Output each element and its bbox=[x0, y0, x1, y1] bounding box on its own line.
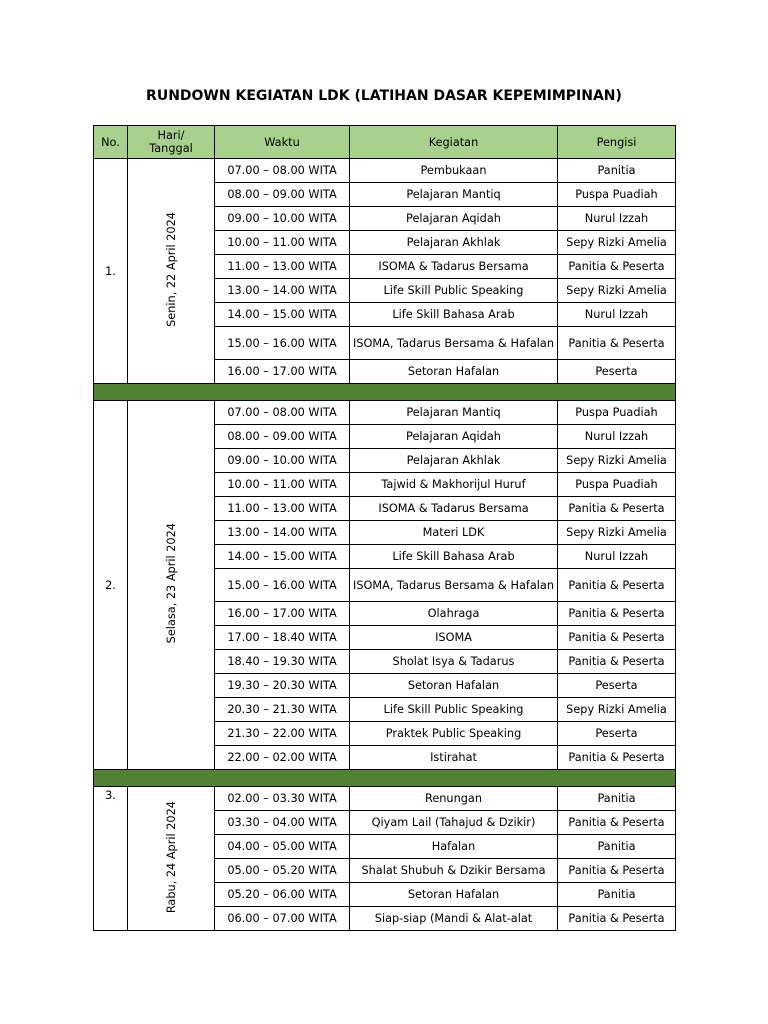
cell-waktu: 07.00 – 08.00 WITA bbox=[215, 159, 350, 183]
cell-pengisi: Peserta bbox=[558, 360, 676, 384]
cell-waktu: 09.00 – 10.00 WITA bbox=[215, 449, 350, 473]
cell-kegiatan: Life Skill Public Speaking bbox=[350, 279, 558, 303]
cell-waktu: 10.00 – 11.00 WITA bbox=[215, 231, 350, 255]
cell-kegiatan: Praktek Public Speaking bbox=[350, 722, 558, 746]
day-number: 3. bbox=[94, 787, 128, 931]
cell-kegiatan: Pelajaran Akhlak bbox=[350, 231, 558, 255]
day-date: Selasa, 23 April 2024 bbox=[164, 523, 178, 644]
cell-pengisi: Panitia & Peserta bbox=[558, 746, 676, 770]
cell-pengisi: Sepy Rizki Amelia bbox=[558, 279, 676, 303]
day-number: 1. bbox=[94, 159, 128, 384]
cell-pengisi: Nurul Izzah bbox=[558, 425, 676, 449]
cell-waktu: 05.00 – 05.20 WITA bbox=[215, 859, 350, 883]
table-row bbox=[94, 401, 676, 425]
cell-pengisi: Panitia & Peserta bbox=[558, 650, 676, 674]
cell-pengisi: Panitia bbox=[558, 159, 676, 183]
cell-kegiatan: Setoran Hafalan bbox=[350, 360, 558, 384]
cell-waktu: 15.00 – 16.00 WITA bbox=[215, 327, 350, 360]
rundown-table bbox=[93, 125, 676, 931]
cell-pengisi: Panitia & Peserta bbox=[558, 327, 676, 360]
cell-waktu: 13.00 – 14.00 WITA bbox=[215, 279, 350, 303]
cell-waktu: 21.30 – 22.00 WITA bbox=[215, 722, 350, 746]
cell-pengisi: Panitia & Peserta bbox=[558, 497, 676, 521]
table-body bbox=[94, 159, 676, 931]
header-pengisi: Pengisi bbox=[558, 126, 676, 159]
cell-kegiatan: Pelajaran Aqidah bbox=[350, 425, 558, 449]
cell-waktu: 18.40 – 19.30 WITA bbox=[215, 650, 350, 674]
cell-pengisi: Puspa Puadiah bbox=[558, 473, 676, 497]
cell-waktu: 02.00 – 03.30 WITA bbox=[215, 787, 350, 811]
cell-kegiatan: ISOMA bbox=[350, 626, 558, 650]
cell-kegiatan: Shalat Shubuh & Dzikir Bersama bbox=[350, 859, 558, 883]
table-row bbox=[94, 787, 676, 811]
day-date-cell bbox=[128, 787, 215, 931]
day-separator-row bbox=[94, 770, 676, 787]
table-row bbox=[94, 159, 676, 183]
cell-pengisi: Peserta bbox=[558, 674, 676, 698]
cell-kegiatan: Siap-siap (Mandi & Alat-alat bbox=[350, 907, 558, 931]
cell-waktu: 10.00 – 11.00 WITA bbox=[215, 473, 350, 497]
cell-waktu: 04.00 – 05.00 WITA bbox=[215, 835, 350, 859]
header-hari: Hari/ bbox=[157, 129, 185, 142]
cell-pengisi: Panitia & Peserta bbox=[558, 569, 676, 602]
cell-waktu: 16.00 – 17.00 WITA bbox=[215, 360, 350, 384]
cell-pengisi: Panitia bbox=[558, 787, 676, 811]
header-no: No. bbox=[94, 126, 128, 159]
day-date: Rabu, 24 April 2024 bbox=[164, 800, 178, 914]
table-header-row bbox=[94, 126, 676, 159]
day-date-cell bbox=[128, 159, 215, 384]
cell-pengisi: Sepy Rizki Amelia bbox=[558, 231, 676, 255]
header-tanggal: Tanggal bbox=[149, 142, 193, 155]
cell-waktu: 14.00 – 15.00 WITA bbox=[215, 545, 350, 569]
header-kegiatan: Kegiatan bbox=[350, 126, 558, 159]
day-separator-row bbox=[94, 384, 676, 401]
cell-waktu: 09.00 – 10.00 WITA bbox=[215, 207, 350, 231]
cell-kegiatan: ISOMA, Tadarus Bersama & Hafalan bbox=[350, 327, 558, 360]
day-separator bbox=[94, 384, 676, 401]
document-title: RUNDOWN KEGIATAN LDK (LATIHAN DASAR KEPEMIMPINAN) bbox=[146, 88, 622, 104]
cell-pengisi: Nurul Izzah bbox=[558, 207, 676, 231]
cell-waktu: 14.00 – 15.00 WITA bbox=[215, 303, 350, 327]
cell-kegiatan: Pembukaan bbox=[350, 159, 558, 183]
cell-waktu: 11.00 – 13.00 WITA bbox=[215, 255, 350, 279]
cell-waktu: 15.00 – 16.00 WITA bbox=[215, 569, 350, 602]
cell-pengisi: Nurul Izzah bbox=[558, 303, 676, 327]
cell-kegiatan: Life Skill Bahasa Arab bbox=[350, 545, 558, 569]
cell-pengisi: Panitia & Peserta bbox=[558, 255, 676, 279]
cell-waktu: 03.30 – 04.00 WITA bbox=[215, 811, 350, 835]
cell-pengisi: Panitia & Peserta bbox=[558, 907, 676, 931]
cell-waktu: 11.00 – 13.00 WITA bbox=[215, 497, 350, 521]
cell-waktu: 13.00 – 14.00 WITA bbox=[215, 521, 350, 545]
day-separator bbox=[94, 770, 676, 787]
cell-pengisi: Puspa Puadiah bbox=[558, 183, 676, 207]
cell-kegiatan: ISOMA, Tadarus Bersama & Hafalan bbox=[350, 569, 558, 602]
cell-waktu: 22.00 – 02.00 WITA bbox=[215, 746, 350, 770]
header-hari-tanggal bbox=[128, 126, 215, 159]
cell-waktu: 19.30 – 20.30 WITA bbox=[215, 674, 350, 698]
cell-kegiatan: ISOMA & Tadarus Bersama bbox=[350, 255, 558, 279]
cell-pengisi: Sepy Rizki Amelia bbox=[558, 698, 676, 722]
cell-waktu: 08.00 – 09.00 WITA bbox=[215, 425, 350, 449]
cell-kegiatan: Pelajaran Mantiq bbox=[350, 401, 558, 425]
cell-kegiatan: Sholat Isya & Tadarus bbox=[350, 650, 558, 674]
cell-kegiatan: ISOMA & Tadarus Bersama bbox=[350, 497, 558, 521]
cell-kegiatan: Olahraga bbox=[350, 602, 558, 626]
cell-kegiatan: Pelajaran Akhlak bbox=[350, 449, 558, 473]
cell-kegiatan: Hafalan bbox=[350, 835, 558, 859]
cell-kegiatan: Setoran Hafalan bbox=[350, 883, 558, 907]
cell-kegiatan: Istirahat bbox=[350, 746, 558, 770]
cell-kegiatan: Renungan bbox=[350, 787, 558, 811]
cell-kegiatan: Qiyam Lail (Tahajud & Dzikir) bbox=[350, 811, 558, 835]
cell-waktu: 05.20 – 06.00 WITA bbox=[215, 883, 350, 907]
cell-kegiatan: Life Skill Public Speaking bbox=[350, 698, 558, 722]
day-date: Senin, 22 April 2024 bbox=[164, 212, 178, 327]
cell-pengisi: Panitia & Peserta bbox=[558, 859, 676, 883]
cell-kegiatan: Pelajaran Mantiq bbox=[350, 183, 558, 207]
cell-pengisi: Panitia bbox=[558, 835, 676, 859]
cell-pengisi: Nurul Izzah bbox=[558, 545, 676, 569]
cell-waktu: 08.00 – 09.00 WITA bbox=[215, 183, 350, 207]
cell-waktu: 20.30 – 21.30 WITA bbox=[215, 698, 350, 722]
day-number: 2. bbox=[94, 401, 128, 770]
cell-pengisi: Sepy Rizki Amelia bbox=[558, 449, 676, 473]
cell-kegiatan: Tajwid & Makhorijul Huruf bbox=[350, 473, 558, 497]
cell-pengisi: Sepy Rizki Amelia bbox=[558, 521, 676, 545]
cell-pengisi: Panitia & Peserta bbox=[558, 626, 676, 650]
cell-pengisi: Peserta bbox=[558, 722, 676, 746]
cell-kegiatan: Setoran Hafalan bbox=[350, 674, 558, 698]
cell-kegiatan: Materi LDK bbox=[350, 521, 558, 545]
cell-waktu: 17.00 – 18.40 WITA bbox=[215, 626, 350, 650]
day-date-cell bbox=[128, 401, 215, 770]
cell-pengisi: Panitia & Peserta bbox=[558, 602, 676, 626]
cell-waktu: 06.00 – 07.00 WITA bbox=[215, 907, 350, 931]
cell-kegiatan: Pelajaran Aqidah bbox=[350, 207, 558, 231]
header-waktu: Waktu bbox=[215, 126, 350, 159]
cell-pengisi: Panitia & Peserta bbox=[558, 811, 676, 835]
cell-pengisi: Puspa Puadiah bbox=[558, 401, 676, 425]
cell-waktu: 16.00 – 17.00 WITA bbox=[215, 602, 350, 626]
cell-kegiatan: Life Skill Bahasa Arab bbox=[350, 303, 558, 327]
cell-pengisi: Panitia bbox=[558, 883, 676, 907]
cell-waktu: 07.00 – 08.00 WITA bbox=[215, 401, 350, 425]
